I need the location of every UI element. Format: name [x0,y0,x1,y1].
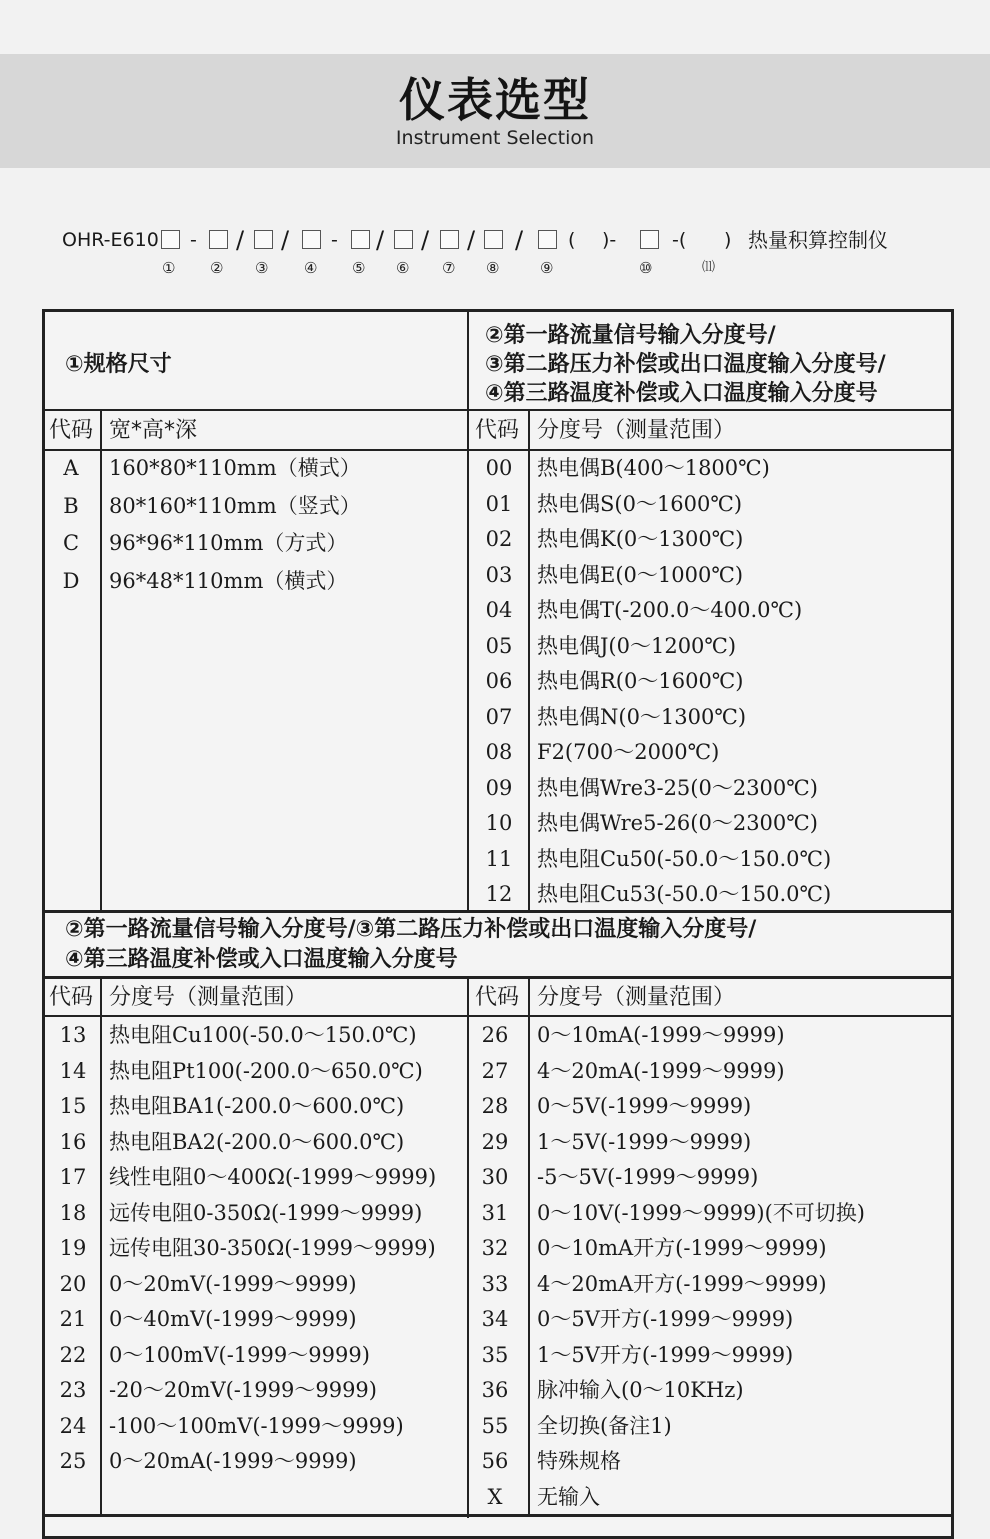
position-number: ⑨ [540,259,554,277]
row-code: A [63,456,79,480]
row-code: 24 [59,1413,87,1438]
value-header: 宽*高*深 [109,418,198,443]
section3-title-line: ④第三路温度补偿或入口温度输入分度号 [65,947,458,972]
row-value: 0～100mV(-1999～9999) [109,1342,370,1367]
row-code: 16 [59,1129,87,1154]
row-value: 80*160*110mm（竖式） [109,493,361,518]
row-value: F2(700～2000℃) [537,740,720,764]
position-number: ⑦ [442,259,456,277]
page-subtitle: Instrument Selection [395,127,595,149]
row-divider [45,910,951,913]
section3-title-line: ②第一路流量信号输入分度号/③第二路压力补偿或出口温度输入分度号/ [65,917,757,942]
position-number: ⑧ [486,259,500,277]
row-value: 特殊规格 [537,1449,621,1473]
row-value: 0～20mV(-1999～9999) [109,1271,357,1296]
row-divider [45,409,951,411]
code-column-divider [528,411,530,911]
row-value: -5～5V(-1999～9999) [537,1165,759,1189]
row-value: 热电阻BA1(-200.0～600.0℃) [109,1094,405,1118]
row-value: 全切换(备注1) [537,1413,672,1438]
row-code: 06 [485,669,513,693]
row-code: C [62,531,80,555]
value-header: 分度号（测量范围） [109,985,308,1010]
separator: / [421,226,430,254]
row-divider [45,449,951,451]
row-value: 0～10V(-1999～9999)(不可切换) [537,1200,866,1225]
value-header: 分度号（测量范围） [537,985,736,1010]
row-code: 35 [481,1342,509,1367]
row-value: -20～20mV(-1999～9999) [109,1378,377,1402]
section2-title-line: ②第一路流量信号输入分度号/ [485,323,776,348]
option-box-4 [302,230,321,249]
option-box-3 [254,230,273,249]
row-code: 15 [59,1094,87,1118]
row-value: -100～100mV(-1999～9999) [109,1413,404,1438]
code-header: 代码 [475,985,520,1010]
separator: - [190,229,197,251]
row-code: 56 [481,1449,509,1473]
separator: / [376,226,385,254]
row-value: 热电偶Wre3-25(0～2300℃) [537,775,818,800]
row-code: 36 [481,1378,509,1402]
row-value: 远传电阻30-350Ω(-1999～9999) [109,1236,436,1260]
row-value: 远传电阻0-350Ω(-1999～9999) [109,1200,423,1225]
row-code: 20 [59,1271,87,1296]
row-code: 05 [485,633,513,658]
row-value: 0～40mV(-1999～9999) [109,1307,357,1331]
row-value: 热电偶R(0～1600℃) [537,669,744,693]
option-box-1 [161,230,180,249]
row-value: 160*80*110mm（横式） [109,456,361,480]
code-column-divider [528,978,530,1516]
code-header: 代码 [49,985,94,1010]
row-value: 热电阻BA2(-200.0～600.0℃) [109,1129,405,1154]
row-value: 热电阻Cu53(-50.0～150.0℃) [537,882,832,906]
row-value: 热电阻Pt100(-200.0～650.0℃) [109,1058,423,1083]
row-code: 55 [481,1413,509,1438]
row-code: 00 [485,456,513,480]
row-code: 01 [485,491,513,516]
option-box-7 [440,230,459,249]
position-number: ② [210,259,224,277]
row-value: 96*96*110mm（方式） [109,531,348,555]
column-divider [467,312,469,912]
row-divider [45,1015,951,1017]
code-column-divider [100,411,102,911]
option-box-10 [640,230,659,249]
position-number: ⑩ [639,259,653,277]
header-banner [0,54,990,168]
row-value: 无输入 [537,1484,600,1509]
row-value: 0～20mA(-1999～9999) [109,1449,357,1473]
row-code: 12 [485,882,513,906]
paren-close: )- [602,229,617,251]
option-box-5 [351,230,370,249]
option-box-9 [538,230,557,249]
row-value: 4～20mA(-1999～9999) [537,1058,785,1083]
row-code: 26 [481,1023,509,1047]
row-code: 07 [485,704,513,729]
row-code: 03 [485,562,513,587]
row-code: 22 [59,1342,87,1367]
position-number: ④ [304,259,318,277]
row-value: 热电偶K(0～1300℃) [537,527,744,551]
position-number: ⑤ [352,259,366,277]
row-code: 13 [59,1023,87,1047]
position-number: ③ [255,259,269,277]
separator: / [515,226,524,254]
separator: / [281,226,290,254]
separator: / [467,226,476,254]
page-title: 仪表选型 [399,73,591,127]
row-code: 25 [59,1449,87,1473]
model-prefix: OHR-E610 [62,229,159,251]
row-divider [45,1514,951,1517]
row-code: 02 [485,527,513,551]
row-code: 34 [481,1307,509,1331]
row-value: 热电偶S(0～1600℃) [537,491,743,516]
row-code: B [63,493,79,518]
row-value: 0～10mA(-1999～9999) [537,1023,785,1047]
row-code: 11 [485,846,513,871]
row-code: 21 [59,1307,87,1331]
row-code: 17 [59,1165,87,1189]
row-code: 14 [59,1058,87,1083]
row-value: 热电偶B(400～1800℃) [537,456,770,480]
row-value: 0～10mA开方(-1999～9999) [537,1236,827,1260]
row-value: 热电偶N(0～1300℃) [537,704,747,729]
row-code: 04 [485,598,513,622]
code-header: 代码 [49,418,94,443]
row-value: 热电偶T(-200.0～400.0℃) [537,598,803,622]
row-code: 28 [481,1094,509,1118]
row-value: 热电阻Cu50(-50.0～150.0℃) [537,846,832,871]
paren-open: ( [568,229,576,251]
paren-close: ) [724,229,732,251]
paren-open: -( [672,229,687,251]
row-code: 19 [59,1236,87,1260]
row-code: 08 [485,740,513,764]
row-code: 09 [485,775,513,800]
position-number: ⑾ [702,260,716,275]
row-code: 32 [481,1236,509,1260]
row-code: 33 [481,1271,509,1296]
row-divider [45,976,951,979]
row-value: 1～5V开方(-1999～9999) [537,1342,794,1367]
separator: - [331,229,338,251]
row-value: 脉冲输入(0～10KHz) [537,1378,744,1402]
row-value: 1～5V(-1999～9999) [537,1129,752,1154]
position-number: ⑥ [396,259,410,277]
section1-title: ①规格尺寸 [65,352,172,377]
row-value: 4～20mA开方(-1999～9999) [537,1271,827,1296]
separator: / [236,226,245,254]
row-code: X [487,1484,503,1509]
row-code: 27 [481,1058,509,1083]
row-value: 热电偶Wre5-26(0～2300℃) [537,811,818,835]
row-value: 热电阻Cu100(-50.0～150.0℃) [109,1023,417,1047]
row-code: 29 [481,1129,509,1154]
model-suffix: 热量积算控制仪 [748,228,888,252]
position-number: ① [162,259,176,277]
row-value: 0～5V(-1999～9999) [537,1094,752,1118]
selection-table [42,309,954,1539]
option-box-6 [394,230,413,249]
option-box-8 [484,230,503,249]
row-value: 热电偶J(0～1200℃) [537,633,737,658]
row-code: 18 [59,1200,87,1225]
row-value: 96*48*110mm（横式） [109,568,348,593]
row-value: 0～5V开方(-1999～9999) [537,1307,794,1331]
model-code-line [62,226,942,286]
row-code: 23 [59,1378,87,1402]
section2-title-line: ③第二路压力补偿或出口温度输入分度号/ [485,352,886,377]
row-code: 30 [481,1165,509,1189]
code-header: 代码 [475,418,520,443]
row-code: 31 [481,1200,509,1225]
value-header: 分度号（测量范围） [537,418,736,443]
row-code: D [62,568,80,593]
row-value: 热电偶E(0～1000℃) [537,562,744,587]
row-value: 线性电阻0～400Ω(-1999～9999) [109,1165,437,1189]
option-box-2 [209,230,228,249]
row-code: 10 [485,811,513,835]
section2-title-line: ④第三路温度补偿或入口温度输入分度号 [485,381,878,406]
